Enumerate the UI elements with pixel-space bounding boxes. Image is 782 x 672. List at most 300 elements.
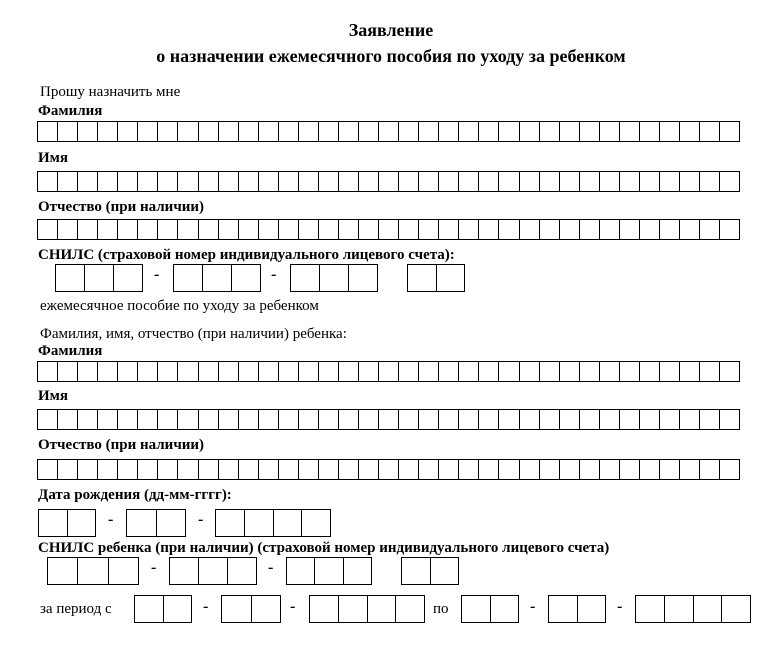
- child-snils-checksum[interactable]: [401, 557, 459, 585]
- char-cell[interactable]: [238, 122, 258, 141]
- char-cell[interactable]: [238, 410, 258, 429]
- char-cell[interactable]: [174, 265, 202, 291]
- char-cell[interactable]: [398, 460, 418, 479]
- char-cell[interactable]: [418, 172, 438, 191]
- char-cell[interactable]: [418, 410, 438, 429]
- child-snils-part2[interactable]: [169, 557, 257, 585]
- char-cell[interactable]: [579, 122, 599, 141]
- char-cell[interactable]: [519, 460, 539, 479]
- char-cell[interactable]: [599, 172, 619, 191]
- char-cell[interactable]: [137, 460, 157, 479]
- char-cell[interactable]: [579, 172, 599, 191]
- char-cell[interactable]: [619, 460, 639, 479]
- char-cell[interactable]: [137, 410, 157, 429]
- char-cell[interactable]: [258, 172, 278, 191]
- char-cell[interactable]: [378, 460, 398, 479]
- char-cell[interactable]: [721, 596, 750, 622]
- child-birthdate-day[interactable]: [38, 509, 96, 537]
- char-cell[interactable]: [343, 558, 371, 584]
- char-cell[interactable]: [679, 122, 699, 141]
- char-cell[interactable]: [77, 172, 97, 191]
- char-cell[interactable]: [278, 362, 298, 381]
- date-separator: -: [203, 598, 209, 615]
- char-cell[interactable]: [519, 220, 539, 239]
- char-cell[interactable]: [458, 172, 478, 191]
- char-cell[interactable]: [67, 510, 96, 536]
- benefit-text: ежемесячное пособие по уходу за ребенком: [40, 298, 319, 314]
- char-cell[interactable]: [117, 220, 137, 239]
- char-cell[interactable]: [117, 172, 137, 191]
- char-cell[interactable]: [227, 558, 256, 584]
- applicant-snils-part3[interactable]: [290, 264, 378, 292]
- char-cell[interactable]: [639, 220, 659, 239]
- child-snils-part3[interactable]: [286, 557, 372, 585]
- char-cell[interactable]: [438, 410, 458, 429]
- char-cell[interactable]: [458, 220, 478, 239]
- char-cell[interactable]: [378, 220, 398, 239]
- char-cell[interactable]: [719, 362, 739, 381]
- char-cell[interactable]: [619, 220, 639, 239]
- char-cell[interactable]: [719, 410, 739, 429]
- char-cell[interactable]: [699, 122, 719, 141]
- char-cell[interactable]: [231, 265, 260, 291]
- char-cell[interactable]: [539, 362, 559, 381]
- char-cell[interactable]: [198, 362, 218, 381]
- period-to-month[interactable]: [548, 595, 606, 623]
- char-cell[interactable]: [77, 362, 97, 381]
- char-cell[interactable]: [57, 460, 77, 479]
- char-cell[interactable]: [693, 596, 722, 622]
- char-cell[interactable]: [358, 122, 378, 141]
- char-cell[interactable]: [97, 220, 117, 239]
- char-cell[interactable]: [318, 460, 338, 479]
- char-cell[interactable]: [559, 362, 579, 381]
- char-cell[interactable]: [338, 362, 358, 381]
- char-cell[interactable]: [77, 220, 97, 239]
- char-cell[interactable]: [462, 596, 490, 622]
- char-cell[interactable]: [157, 122, 177, 141]
- char-cell[interactable]: [258, 220, 278, 239]
- char-cell[interactable]: [177, 460, 197, 479]
- char-cell[interactable]: [579, 362, 599, 381]
- char-cell[interactable]: [619, 122, 639, 141]
- char-cell[interactable]: [156, 510, 186, 536]
- char-cell[interactable]: [539, 410, 559, 429]
- char-cell[interactable]: [719, 172, 739, 191]
- char-cell[interactable]: [56, 265, 84, 291]
- document-title: Заявление: [348, 20, 434, 40]
- char-cell[interactable]: [659, 410, 679, 429]
- applicant-snils-checksum[interactable]: [407, 264, 465, 292]
- char-cell[interactable]: [498, 172, 518, 191]
- char-cell[interactable]: [137, 122, 157, 141]
- char-cell[interactable]: [478, 362, 498, 381]
- char-cell[interactable]: [478, 220, 498, 239]
- snils-separator: -: [268, 559, 274, 576]
- char-cell[interactable]: [679, 220, 699, 239]
- char-cell[interactable]: [579, 410, 599, 429]
- char-cell[interactable]: [39, 510, 67, 536]
- char-cell[interactable]: [519, 172, 539, 191]
- char-cell[interactable]: [436, 265, 465, 291]
- char-cell[interactable]: [77, 122, 97, 141]
- char-cell[interactable]: [458, 362, 478, 381]
- char-cell[interactable]: [258, 362, 278, 381]
- char-cell[interactable]: [559, 410, 579, 429]
- char-cell[interactable]: [84, 265, 113, 291]
- char-cell[interactable]: [338, 220, 358, 239]
- char-cell[interactable]: [38, 172, 57, 191]
- child-birthdate-month[interactable]: [126, 509, 186, 537]
- char-cell[interactable]: [438, 172, 458, 191]
- char-cell[interactable]: [478, 122, 498, 141]
- char-cell[interactable]: [549, 596, 577, 622]
- char-cell[interactable]: [258, 460, 278, 479]
- char-cell[interactable]: [251, 596, 281, 622]
- char-cell[interactable]: [38, 410, 57, 429]
- applicant-snils-part1[interactable]: [55, 264, 143, 292]
- char-cell[interactable]: [498, 410, 518, 429]
- char-cell[interactable]: [378, 172, 398, 191]
- char-cell[interactable]: [177, 220, 197, 239]
- char-cell[interactable]: [498, 220, 518, 239]
- char-cell[interactable]: [664, 596, 693, 622]
- char-cell[interactable]: [310, 596, 338, 622]
- char-cell[interactable]: [719, 220, 739, 239]
- period-from-year[interactable]: [309, 595, 425, 623]
- char-cell[interactable]: [113, 265, 142, 291]
- snils-separator: -: [154, 266, 160, 283]
- child-birthdate-year[interactable]: [215, 509, 331, 537]
- char-cell[interactable]: [719, 460, 739, 479]
- char-cell[interactable]: [218, 172, 238, 191]
- char-cell[interactable]: [258, 410, 278, 429]
- char-cell[interactable]: [117, 460, 137, 479]
- char-cell[interactable]: [498, 460, 518, 479]
- char-cell[interactable]: [117, 122, 137, 141]
- child-name-field[interactable]: [37, 409, 740, 430]
- char-cell[interactable]: [218, 410, 238, 429]
- char-cell[interactable]: [430, 558, 459, 584]
- char-cell[interactable]: [338, 122, 358, 141]
- applicant-name-label: Имя: [38, 150, 68, 166]
- char-cell[interactable]: [679, 362, 699, 381]
- char-cell[interactable]: [358, 220, 378, 239]
- child-fio-heading: Фамилия, имя, отчество (при наличии) ребенка:: [40, 326, 347, 342]
- char-cell[interactable]: [298, 220, 318, 239]
- char-cell[interactable]: [599, 362, 619, 381]
- char-cell[interactable]: [539, 460, 559, 479]
- char-cell[interactable]: [258, 122, 278, 141]
- char-cell[interactable]: [177, 122, 197, 141]
- char-cell[interactable]: [599, 460, 619, 479]
- char-cell[interactable]: [338, 410, 358, 429]
- applicant-patronymic-label: Отчество (при наличии): [38, 199, 205, 215]
- period-to-day[interactable]: [461, 595, 519, 623]
- char-cell[interactable]: [157, 460, 177, 479]
- char-cell[interactable]: [218, 362, 238, 381]
- char-cell[interactable]: [438, 122, 458, 141]
- char-cell[interactable]: [216, 510, 244, 536]
- child-name-label: Имя: [38, 388, 68, 404]
- char-cell[interactable]: [278, 122, 298, 141]
- char-cell[interactable]: [338, 596, 367, 622]
- char-cell[interactable]: [438, 220, 458, 239]
- period-to-year[interactable]: [635, 595, 751, 623]
- char-cell[interactable]: [579, 220, 599, 239]
- char-cell[interactable]: [278, 172, 298, 191]
- char-cell[interactable]: [127, 510, 156, 536]
- child-patronymic-field[interactable]: [37, 459, 740, 480]
- char-cell[interactable]: [318, 410, 338, 429]
- applicant-surname-label: Фамилия: [38, 103, 103, 119]
- char-cell[interactable]: [137, 362, 157, 381]
- char-cell[interactable]: [559, 122, 579, 141]
- char-cell[interactable]: [198, 172, 218, 191]
- char-cell[interactable]: [338, 172, 358, 191]
- char-cell[interactable]: [577, 596, 606, 622]
- char-cell[interactable]: [238, 172, 258, 191]
- char-cell[interactable]: [57, 172, 77, 191]
- char-cell[interactable]: [398, 410, 418, 429]
- char-cell[interactable]: [198, 460, 218, 479]
- char-cell[interactable]: [418, 122, 438, 141]
- char-cell[interactable]: [498, 362, 518, 381]
- char-cell[interactable]: [699, 410, 719, 429]
- char-cell[interactable]: [378, 362, 398, 381]
- char-cell[interactable]: [519, 122, 539, 141]
- char-cell[interactable]: [287, 558, 314, 584]
- char-cell[interactable]: [108, 558, 138, 584]
- char-cell[interactable]: [395, 596, 424, 622]
- char-cell[interactable]: [198, 122, 218, 141]
- char-cell[interactable]: [659, 460, 679, 479]
- char-cell[interactable]: [699, 460, 719, 479]
- snils-separator: -: [151, 559, 157, 576]
- char-cell[interactable]: [498, 122, 518, 141]
- char-cell[interactable]: [418, 220, 438, 239]
- char-cell[interactable]: [519, 362, 539, 381]
- char-cell[interactable]: [318, 122, 338, 141]
- char-cell[interactable]: [639, 172, 659, 191]
- char-cell[interactable]: [170, 558, 198, 584]
- char-cell[interactable]: [163, 596, 192, 622]
- char-cell[interactable]: [177, 410, 197, 429]
- char-cell[interactable]: [77, 410, 97, 429]
- char-cell[interactable]: [38, 220, 57, 239]
- applicant-surname-field[interactable]: [37, 121, 740, 142]
- period-from-month[interactable]: [221, 595, 281, 623]
- char-cell[interactable]: [238, 220, 258, 239]
- child-surname-field[interactable]: [37, 361, 740, 382]
- char-cell[interactable]: [348, 265, 377, 291]
- char-cell[interactable]: [408, 265, 436, 291]
- char-cell[interactable]: [298, 122, 318, 141]
- char-cell[interactable]: [278, 460, 298, 479]
- char-cell[interactable]: [418, 362, 438, 381]
- char-cell[interactable]: [97, 410, 117, 429]
- char-cell[interactable]: [117, 362, 137, 381]
- char-cell[interactable]: [38, 460, 57, 479]
- char-cell[interactable]: [619, 172, 639, 191]
- char-cell[interactable]: [402, 558, 430, 584]
- char-cell[interactable]: [639, 460, 659, 479]
- char-cell[interactable]: [57, 220, 77, 239]
- char-cell[interactable]: [378, 410, 398, 429]
- char-cell[interactable]: [57, 122, 77, 141]
- char-cell[interactable]: [57, 362, 77, 381]
- char-cell[interactable]: [679, 172, 699, 191]
- child-snils-part1[interactable]: [47, 557, 139, 585]
- char-cell[interactable]: [599, 410, 619, 429]
- char-cell[interactable]: [198, 220, 218, 239]
- char-cell[interactable]: [157, 362, 177, 381]
- char-cell[interactable]: [619, 362, 639, 381]
- intro-text: Прошу назначить мне: [40, 84, 181, 100]
- char-cell[interactable]: [222, 596, 251, 622]
- document-subtitle: о назначении ежемесячного пособия по уходу за ребенком: [156, 46, 626, 66]
- char-cell[interactable]: [135, 596, 163, 622]
- char-cell[interactable]: [338, 460, 358, 479]
- char-cell[interactable]: [358, 410, 378, 429]
- char-cell[interactable]: [117, 410, 137, 429]
- char-cell[interactable]: [358, 172, 378, 191]
- char-cell[interactable]: [438, 460, 458, 479]
- char-cell[interactable]: [539, 172, 559, 191]
- char-cell[interactable]: [378, 122, 398, 141]
- char-cell[interactable]: [639, 362, 659, 381]
- snils-separator: -: [271, 266, 277, 283]
- char-cell[interactable]: [559, 220, 579, 239]
- char-cell[interactable]: [97, 122, 117, 141]
- char-cell[interactable]: [398, 122, 418, 141]
- char-cell[interactable]: [679, 460, 699, 479]
- char-cell[interactable]: [458, 460, 478, 479]
- char-cell[interactable]: [478, 460, 498, 479]
- char-cell[interactable]: [458, 122, 478, 141]
- char-cell[interactable]: [278, 410, 298, 429]
- char-cell[interactable]: [157, 410, 177, 429]
- char-cell[interactable]: [298, 460, 318, 479]
- char-cell[interactable]: [659, 122, 679, 141]
- char-cell[interactable]: [679, 410, 699, 429]
- char-cell[interactable]: [659, 172, 679, 191]
- char-cell[interactable]: [291, 265, 319, 291]
- char-cell[interactable]: [202, 265, 231, 291]
- char-cell[interactable]: [458, 410, 478, 429]
- char-cell[interactable]: [157, 172, 177, 191]
- char-cell[interactable]: [398, 220, 418, 239]
- char-cell[interactable]: [137, 220, 157, 239]
- char-cell[interactable]: [478, 410, 498, 429]
- char-cell[interactable]: [97, 460, 117, 479]
- char-cell[interactable]: [301, 510, 330, 536]
- char-cell[interactable]: [218, 122, 238, 141]
- char-cell[interactable]: [97, 172, 117, 191]
- char-cell[interactable]: [639, 122, 659, 141]
- applicant-name-field[interactable]: [37, 171, 740, 192]
- char-cell[interactable]: [478, 172, 498, 191]
- char-cell[interactable]: [398, 172, 418, 191]
- char-cell[interactable]: [318, 220, 338, 239]
- date-separator: -: [617, 598, 623, 615]
- applicant-patronymic-field[interactable]: [37, 219, 740, 240]
- char-cell[interactable]: [238, 362, 258, 381]
- char-cell[interactable]: [599, 122, 619, 141]
- char-cell[interactable]: [273, 510, 302, 536]
- applicant-snils-part2[interactable]: [173, 264, 261, 292]
- child-patronymic-label: Отчество (при наличии): [38, 437, 205, 453]
- char-cell[interactable]: [539, 122, 559, 141]
- char-cell[interactable]: [539, 220, 559, 239]
- char-cell[interactable]: [636, 596, 664, 622]
- char-cell[interactable]: [490, 596, 519, 622]
- char-cell[interactable]: [57, 410, 77, 429]
- char-cell[interactable]: [278, 220, 298, 239]
- char-cell[interactable]: [177, 362, 197, 381]
- period-to-label: по: [433, 601, 449, 617]
- char-cell[interactable]: [659, 220, 679, 239]
- char-cell[interactable]: [97, 362, 117, 381]
- char-cell[interactable]: [358, 460, 378, 479]
- char-cell[interactable]: [198, 558, 227, 584]
- char-cell[interactable]: [639, 410, 659, 429]
- char-cell[interactable]: [218, 220, 238, 239]
- char-cell[interactable]: [719, 122, 739, 141]
- date-separator: -: [290, 598, 296, 615]
- char-cell[interactable]: [418, 460, 438, 479]
- char-cell[interactable]: [519, 410, 539, 429]
- char-cell[interactable]: [579, 460, 599, 479]
- char-cell[interactable]: [157, 220, 177, 239]
- child-birthdate-label: Дата рождения (дд-мм-гггг):: [38, 487, 232, 503]
- char-cell[interactable]: [599, 220, 619, 239]
- char-cell[interactable]: [367, 596, 396, 622]
- char-cell[interactable]: [137, 172, 157, 191]
- char-cell[interactable]: [38, 362, 57, 381]
- char-cell[interactable]: [699, 362, 719, 381]
- char-cell[interactable]: [77, 460, 97, 479]
- char-cell[interactable]: [177, 172, 197, 191]
- char-cell[interactable]: [559, 460, 579, 479]
- char-cell[interactable]: [298, 172, 318, 191]
- char-cell[interactable]: [699, 220, 719, 239]
- char-cell[interactable]: [38, 122, 57, 141]
- char-cell[interactable]: [318, 362, 338, 381]
- char-cell[interactable]: [314, 558, 342, 584]
- char-cell[interactable]: [244, 510, 273, 536]
- char-cell[interactable]: [699, 172, 719, 191]
- child-snils-label: СНИЛС ребенка (при наличии) (страховой номер индивидуального лицевого счета): [38, 540, 610, 556]
- char-cell[interactable]: [619, 410, 639, 429]
- char-cell[interactable]: [319, 265, 348, 291]
- char-cell[interactable]: [398, 362, 418, 381]
- char-cell[interactable]: [298, 362, 318, 381]
- char-cell[interactable]: [238, 460, 258, 479]
- char-cell[interactable]: [198, 410, 218, 429]
- char-cell[interactable]: [559, 172, 579, 191]
- char-cell[interactable]: [77, 558, 107, 584]
- char-cell[interactable]: [318, 172, 338, 191]
- char-cell[interactable]: [358, 362, 378, 381]
- char-cell[interactable]: [438, 362, 458, 381]
- applicant-snils-label: СНИЛС (страховой номер индивидуального лицевого счета):: [38, 247, 455, 263]
- char-cell[interactable]: [48, 558, 77, 584]
- char-cell[interactable]: [659, 362, 679, 381]
- period-from-day[interactable]: [134, 595, 192, 623]
- char-cell[interactable]: [298, 410, 318, 429]
- char-cell[interactable]: [218, 460, 238, 479]
